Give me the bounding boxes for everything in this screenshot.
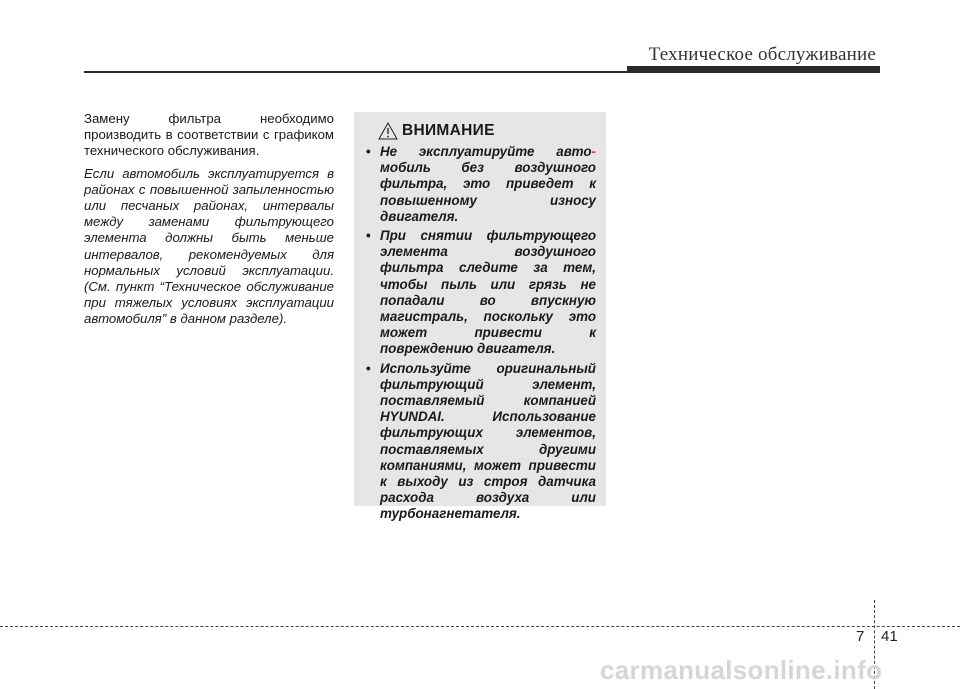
chapter-number: 7 [856,628,865,645]
warning-item-original-filter [366,361,596,523]
left-column [84,111,334,334]
watermark: carmanualsonline.info [600,655,883,685]
warning-item-text-b: мобиль без воздушного фильтра, это приведет к повышенному износу двигателя. [380,160,596,224]
dusty-conditions-paragraph: Если автомобиль эксплуатируется в районах с повышенной запыленностью или песчаных районах, интервалы между заменами фильтрующего элемента должны быть меньше интервалов, рекомендуемых для нормальных условий эксплуатации. (См. пункт “Техническое обслуживание при тяжелых условиях эксплуатации автомобиля” в данном разделе). [84,165,334,327]
warning-box [354,112,606,522]
bullet: • [366,228,371,244]
warning-title: ВНИМАНИЕ [402,122,495,139]
filter-replacement-paragraph: Замену фильтра необходимо производить в соответствии с графиком технического обслуживания. [84,111,334,159]
bullet: • [366,144,371,159]
warning-item-text: Используйте оригинальный фильтрующий элемент, поставляемый компанией HYUNDAI. Использование фильтрующих элементов, поставляемых другими компаниями, может привести к выходу из строя датчика расхода воздуха или турбонагнетателя. [380,360,596,522]
bullet: • [366,360,371,376]
warning-triangle-icon [378,122,398,140]
warning-item-text-a: Не эксплуатируйте авто [380,144,592,159]
hyphen-mark: - [591,144,596,159]
page-header-title: Техническое обслуживание [648,44,876,65]
warning-item-text: При снятии фильтрующего элемента воздушного фильтра следите за тем, чтобы пыль или грязь не попадали во впускную магистраль, поскольку это может привести к повреждению двигателя. [380,228,596,357]
warning-item-no-filter [366,144,596,225]
warning-list [366,144,596,523]
header-rule-thick [627,66,880,73]
warning-header [378,120,596,142]
warning-item-dust [366,228,596,358]
page-number: 41 [881,628,898,645]
footer-dashed-rule [0,626,960,627]
